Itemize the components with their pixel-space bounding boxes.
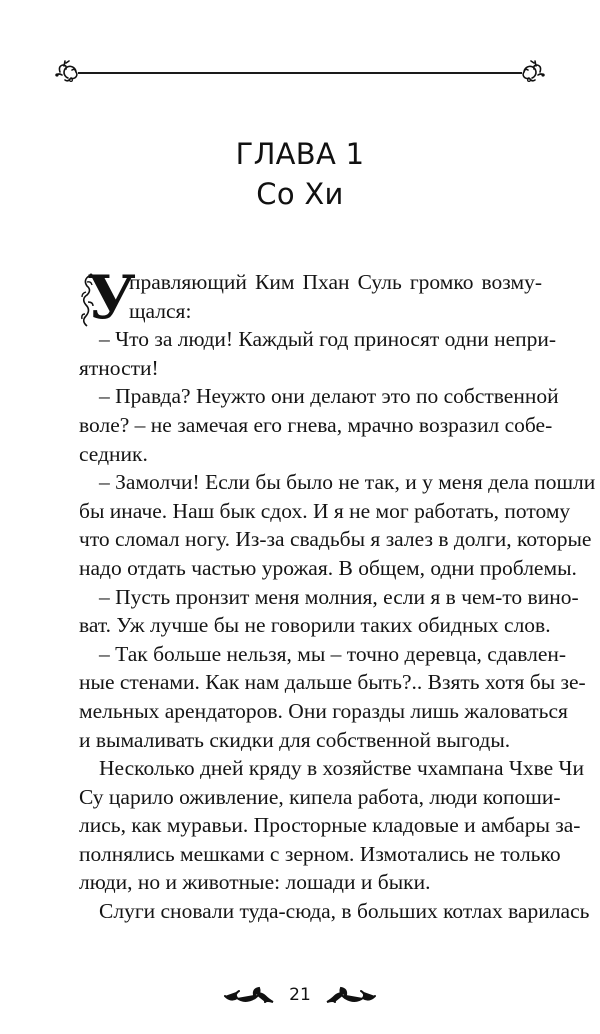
text-line: щался: <box>129 298 192 323</box>
ornament-right-icon <box>518 58 548 88</box>
text-line: – Так больше нельзя, мы – точно деревца, сдавлен- <box>99 641 567 666</box>
text-line: люди, но и животные: лошади и быки. <box>79 870 431 895</box>
chapter-label: ГЛАВА 1 <box>235 137 365 171</box>
page-footer <box>0 980 600 1010</box>
page-number: 21 <box>289 985 311 1005</box>
text-line: ват. Уж лучше бы не говорили таких обидных слов. <box>79 613 551 638</box>
text-line: воле? – не замечая его гнева, мрачно возразил собе- <box>79 412 553 437</box>
text-line: – Правда? Неужто они делают это по собственной <box>99 384 559 409</box>
text-line: седник. <box>79 441 148 466</box>
chapter-heading <box>0 134 600 214</box>
text-line: мельных арендаторов. Они горазды лишь жаловаться <box>79 698 568 723</box>
horizontal-rule <box>78 72 522 74</box>
flourish-right-icon <box>325 984 377 1006</box>
body-text <box>79 263 596 926</box>
text-line: правляющий Ким Пхан Суль громко возму- <box>129 270 542 294</box>
text-line: – Что за люди! Каждый год приносят одни непри- <box>99 327 557 352</box>
chapter-title: Со Хи <box>256 177 344 211</box>
text-line: – Пусть пронзит меня молния, если я в чем-то вино- <box>99 584 579 609</box>
text-line: надо отдать частью урожая. В общем, одни проблемы. <box>79 555 577 580</box>
text-line: бы иначе. Наш бык сдох. И я не мог работать, потому <box>79 498 571 523</box>
text-line: лись, как муравьи. Просторные кладовые и амбары за- <box>79 813 581 838</box>
text-line: Су царило оживление, кипела работа, люди копоши- <box>79 784 561 809</box>
top-ornamental-rule <box>52 58 548 88</box>
text-line: – Замолчи! Если бы было не так, и у меня дела пошли <box>99 470 596 495</box>
text-line: и вымаливать скидки для собственной выгоды. <box>79 727 511 752</box>
text-line: полнялись мешками с зерном. Измотались не только <box>79 841 561 866</box>
text-line: ятности! <box>79 355 159 380</box>
text-line: что сломал ногу. Из-за свадьбы я залез в долги, которые <box>79 527 592 552</box>
text-line: Слуги сновали туда-сюда, в больших котлах варилась <box>99 899 590 924</box>
text-line: Несколько дней кряду в хозяйстве чхампана Чхве Чи <box>99 756 585 781</box>
drop-cap-letter: У <box>87 263 136 333</box>
flourish-left-icon <box>223 984 275 1006</box>
text-line: ные стенами. Как нам дальше быть?.. Взять хотя бы зе- <box>79 670 586 695</box>
